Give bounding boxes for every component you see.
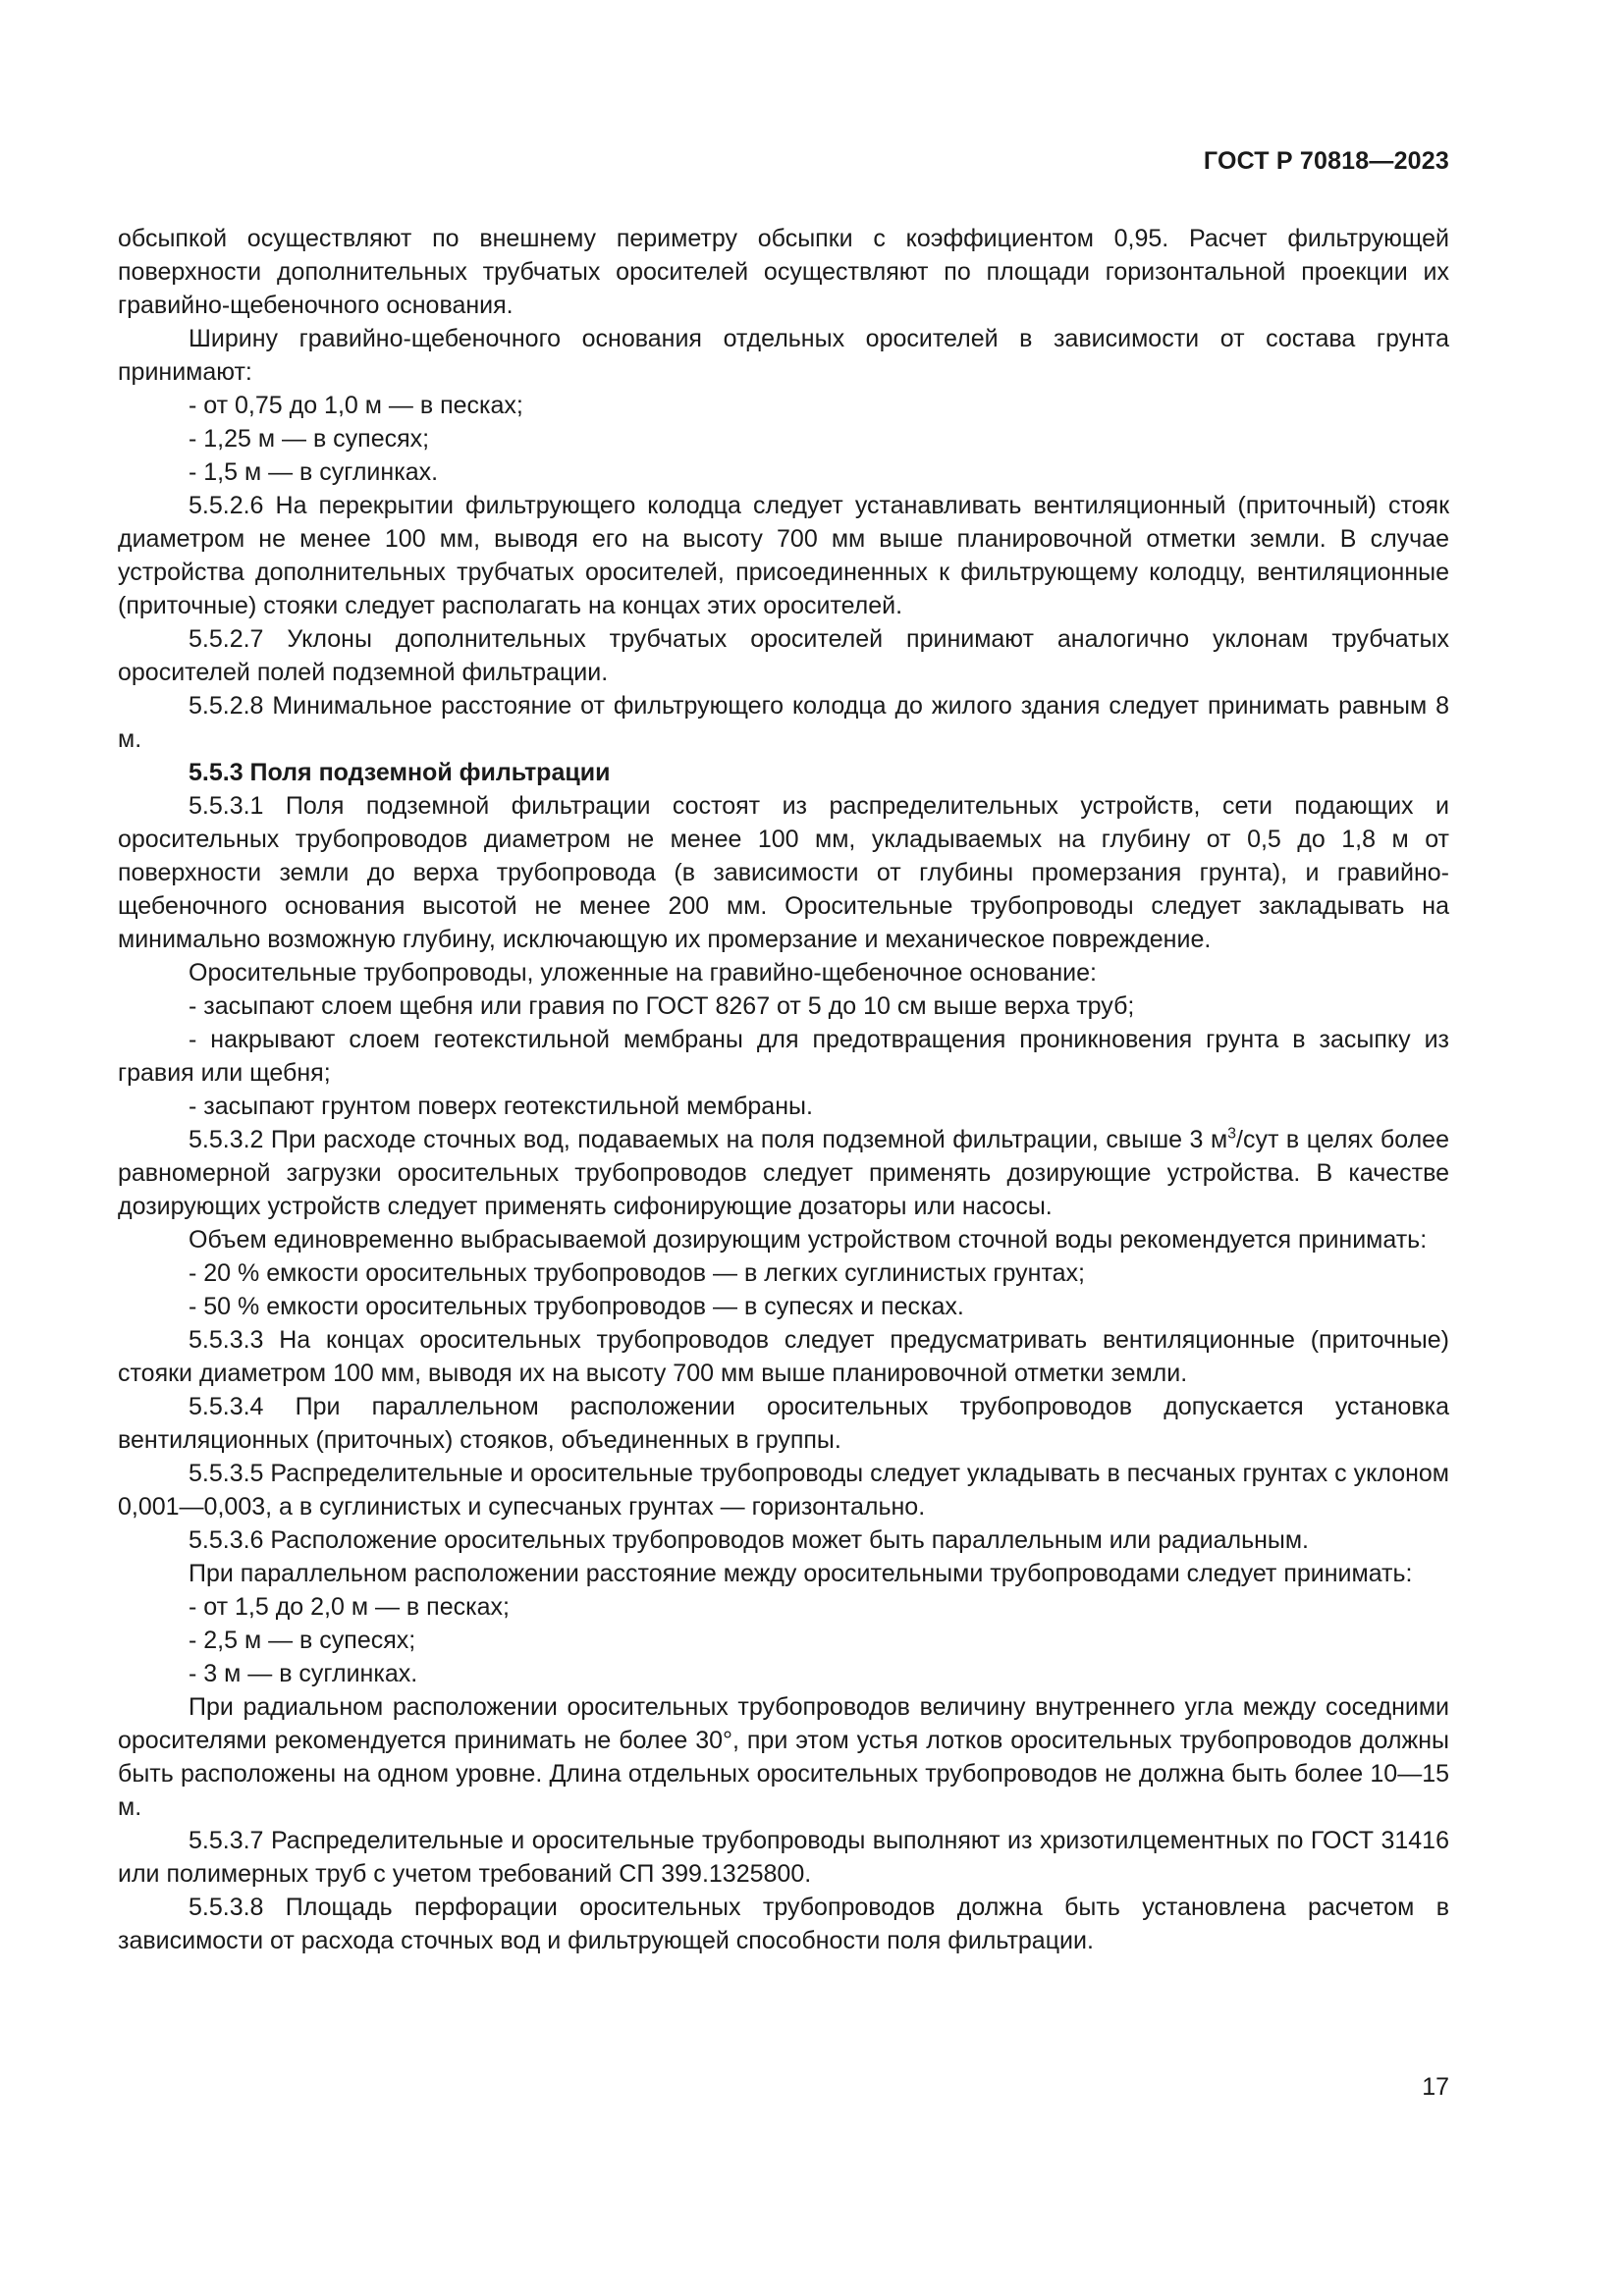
paragraph-irrigation-pipes: Оросительные трубопроводы, уложенные на гравийно-щебеночное основание: <box>189 959 1097 987</box>
paragraph-discharge-volume: Объем единовременно выбрасываемой дозирующим устройством сточной воды рекомендуется принимать: <box>189 1226 1428 1254</box>
list-item-gravel-fill: - засыпают слоем щебня или гравия по ГОСТ 8267 от 5 до 10 см выше верха труб; <box>189 992 1135 1020</box>
list-item-soil-fill: - засыпают грунтом поверх геотекстильной мембраны. <box>189 1093 813 1120</box>
clause-5-5-3-2-part-a: 5.5.3.2 При расходе сточных вод, подаваемых на поля подземной фильтрации, свыше 3 м <box>189 1126 1228 1153</box>
clause-5-5-3-2 <box>118 1123 1449 1223</box>
list-item-sandy-loam: - 1,25 м — в супесях; <box>189 425 430 453</box>
clause-5-5-3-3: 5.5.3.3 На концах оросительных трубопроводов следует предусматривать вентиляционные (приточные) стояки диаметром 100 мм, выводя их на высоту 700 мм выше планировочной отметки земли. <box>118 1326 1449 1387</box>
page-number: 17 <box>1422 2073 1449 2101</box>
superscript-cubic: 3 <box>1227 1125 1237 1143</box>
list-item-sand: - от 0,75 до 1,0 м — в песках; <box>189 392 523 419</box>
list-item-spacing-loam: - 3 м — в суглинках. <box>189 1660 418 1687</box>
paragraph-parallel-spacing: При параллельном расположении расстояние между оросительными трубопроводами следует принимать: <box>189 1560 1413 1587</box>
list-item-light-loam: - 20 % емкости оросительных трубопроводов — в легких суглинистых грунтах; <box>189 1259 1085 1287</box>
paragraph-base-width: Ширину гравийно-щебеночного основания отдельных оросителей в зависимости от состава грунта принимают: <box>118 325 1449 386</box>
paragraph-radial-layout: При радиальном расположении оросительных трубопроводов величину внутреннего угла между соседними оросителями рекомендуется принимать не более 30°, при этом устья лотков оросительных трубопроводов должны быть расположены на одном уровне. Длина отдельных оросительных трубопроводов не должна быть более 10—15 м. <box>118 1693 1449 1821</box>
clause-5-5-3-7: 5.5.3.7 Распределительные и оросительные трубопроводы выполняют из хризотилцементных по ГОСТ 31416 или полимерных труб с учетом требований СП 399.1325800. <box>118 1827 1449 1888</box>
clause-5-5-2-7: 5.5.2.7 Уклоны дополнительных трубчатых оросителей принимают аналогично уклонам трубчатых оросителей полей подземной фильтрации. <box>118 625 1449 686</box>
document-id-header: ГОСТ Р 70818—2023 <box>1203 147 1449 175</box>
clause-5-5-3-6: 5.5.3.6 Расположение оросительных трубопроводов может быть параллельным или радиальным. <box>189 1526 1310 1554</box>
section-heading-5-5-3: 5.5.3 Поля подземной фильтрации <box>189 759 611 786</box>
list-item-sandy-soils: - 50 % емкости оросительных трубопроводов — в супесях и песках. <box>189 1293 964 1320</box>
clause-5-5-3-1: 5.5.3.1 Поля подземной фильтрации состоят из распределительных устройств, сети подающих и оросительных трубопроводов диаметром не менее 100 мм, укладываемых на глубину от 0,5 до 1,8 м от поверхности земли до верха трубопровода (в зависимости от глубины промерзания грунта), и гравийно-щебеночного основания высотой не менее 200 мм. Оросительные трубопроводы следует закладывать на минимально возможную глубину, исключающую их промерзание и механическое повреждение. <box>118 792 1449 953</box>
paragraph-continuation: обсыпкой осуществляют по внешнему периметру обсыпки с коэффициентом 0,95. Расчет фильтрующей поверхности дополнительных трубчатых оросителей осуществляют по площади горизонтальной проекции их гравийно-щебеночного основания. <box>118 225 1449 319</box>
list-item-loam: - 1,5 м — в суглинках. <box>189 458 439 486</box>
clause-5-5-2-6: 5.5.2.6 На перекрытии фильтрующего колодца следует устанавливать вентиляционный (приточный) стояк диаметром не менее 100 мм, выводя его на высоту 700 мм выше планировочной отметки земли. В случае устройства дополнительных трубчатых оросителей, присоединенных к фильтрующему колодцу, вентиляционные (приточные) стояки следует располагать на концах этих оросителей. <box>118 492 1449 619</box>
list-item-spacing-sand: - от 1,5 до 2,0 м — в песках; <box>189 1593 510 1621</box>
document-body <box>118 222 1449 1957</box>
clause-5-5-2-8: 5.5.2.8 Минимальное расстояние от фильтрующего колодца до жилого здания следует принимать равным 8 м. <box>118 692 1449 753</box>
clause-5-5-3-2-part-b: /сут в целях более равномерной загрузки оросительных трубопроводов следует применять дозирующие устройства. В качестве дозирующих устройств следует применять сифонирующие дозаторы или насосы. <box>118 1126 1449 1220</box>
clause-5-5-3-5: 5.5.3.5 Распределительные и оросительные трубопроводы следует укладывать в песчаных грунтах с уклоном 0,001—0,003, а в суглинистых и супесчаных грунтах — горизонтально. <box>118 1460 1449 1521</box>
clause-5-5-3-4: 5.5.3.4 При параллельном расположении оросительных трубопроводов допускается установка вентиляционных (приточных) стояков, объединенных в группы. <box>118 1393 1449 1454</box>
list-item-spacing-sandy-loam: - 2,5 м — в супесях; <box>189 1627 416 1654</box>
list-item-geotextile-cover: - накрывают слоем геотекстильной мембраны для предотвращения проникновения грунта в засыпку из гравия или щебня; <box>118 1026 1449 1087</box>
clause-5-5-3-8: 5.5.3.8 Площадь перфорации оросительных трубопроводов должна быть установлена расчетом в зависимости от расхода сточных вод и фильтрующей способности поля фильтрации. <box>118 1894 1449 1954</box>
